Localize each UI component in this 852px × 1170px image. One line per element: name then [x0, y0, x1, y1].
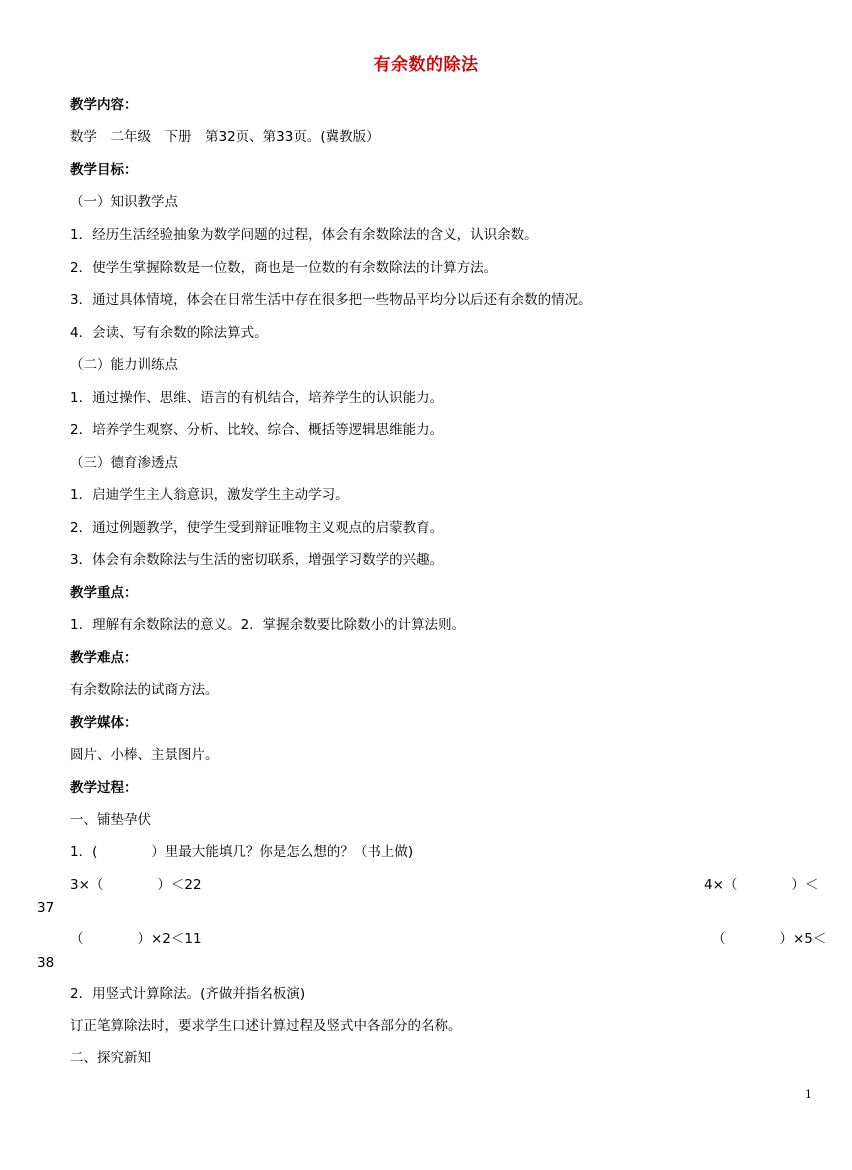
question-2: 2．用竖式计算除法。(齐做并指名板演)	[70, 986, 306, 1002]
list-item: 2．通过例题教学，使学生受到辩证唯物主义观点的启蒙教育。	[70, 520, 444, 536]
exercise-1-wrap: 37	[37, 900, 55, 916]
part1-heading: 一、铺垫孕伏	[70, 812, 151, 828]
question-2-text: 订正笔算除法时，要求学生口述计算过程及竖式中各部分的名称。	[70, 1018, 462, 1034]
exercise-2-left: （ ）×2＜11	[70, 931, 202, 947]
list-item: 3．体会有余数除法与生活的密切联系，增强学习数学的兴趣。	[70, 552, 444, 568]
goals-heading: 教学目标：	[70, 162, 138, 178]
section-heading: （一）知识教学点	[70, 194, 178, 210]
media-text: 圆片、小棒、主景图片。	[70, 747, 219, 763]
list-item: 3．通过具体情境，体会在日常生活中存在很多把一些物品平均分以后还有余数的情况。	[70, 292, 592, 308]
page-title: 有余数的除法	[373, 55, 479, 75]
list-item: 2．使学生掌握除数是一位数，商也是一位数的有余数除法的计算方法。	[70, 260, 498, 276]
list-item: 4．会读、写有余数的除法算式。	[70, 325, 268, 341]
exercise-2-right: （ ）×5＜	[712, 931, 827, 947]
difficulty-text: 有余数除法的试商方法。	[70, 682, 219, 698]
key-heading: 教学重点：	[70, 585, 138, 601]
content-heading: 教学内容：	[70, 97, 138, 113]
key-text: 1．理解有余数除法的意义。2．掌握余数要比除数小的计算法则。	[70, 617, 466, 633]
exercise-1-right: 4×（ ）＜	[704, 877, 819, 893]
section-heading: （三）德育渗透点	[70, 455, 178, 471]
process-heading: 教学过程：	[70, 780, 138, 796]
exercise-1-left: 3×（ ）＜22	[70, 877, 202, 893]
list-item: 2．培养学生观察、分析、比较、综合、概括等逻辑思维能力。	[70, 422, 444, 438]
page-number: 1	[805, 1088, 812, 1101]
list-item: 1．经历生活经验抽象为数学问题的过程，体会有余数除法的含义，认识余数。	[70, 227, 538, 243]
difficulty-heading: 教学难点：	[70, 650, 138, 666]
media-heading: 教学媒体：	[70, 715, 138, 731]
content-text: 数学 二年级 下册 第32页、第33页。(冀教版）	[70, 129, 380, 145]
question-1: 1．( ）里最大能填几？你是怎么想的？（书上做)	[70, 844, 414, 860]
list-item: 1．启迪学生主人翁意识，激发学生主动学习。	[70, 487, 349, 503]
exercise-2-wrap: 38	[37, 955, 55, 971]
list-item: 1．通过操作、思维、语言的有机结合，培养学生的认识能力。	[70, 390, 444, 406]
part2-heading: 二、探究新知	[70, 1050, 151, 1066]
section-heading: （二）能力训练点	[70, 357, 178, 373]
